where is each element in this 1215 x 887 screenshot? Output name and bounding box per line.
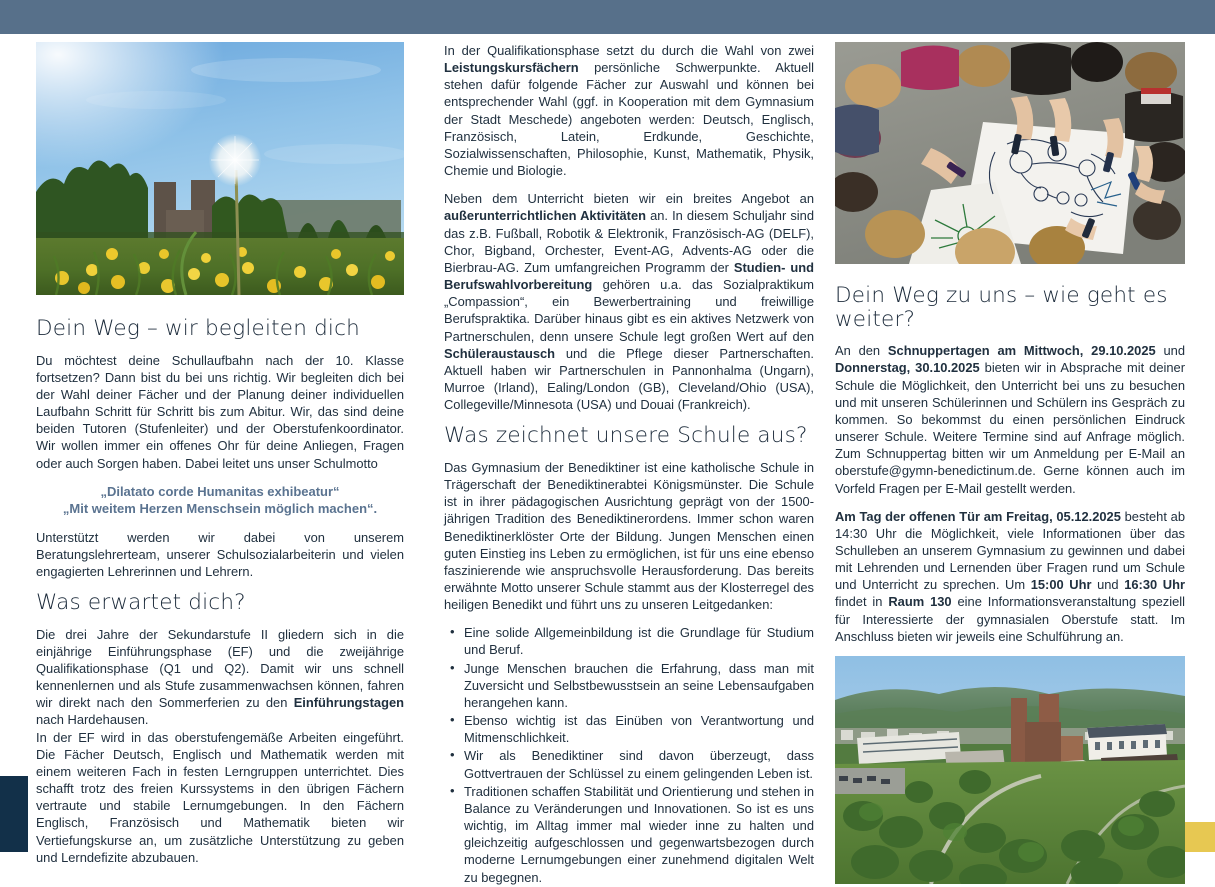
list-item: • Junge Menschen brauchen die Erfahrung, dass man mit Zuversicht und Selbstbewusstsein an seine Lebensaufgaben herangehen kann.	[464, 660, 814, 711]
students-mindmap-photo	[835, 42, 1185, 264]
top-color-band	[0, 0, 1215, 34]
middle-paragraph-3: Das Gymnasium der Benediktiner ist eine katholische Schule in Trägerschaft der Benediktinerabtei Königsmünster. Die Schule ist in ihrer pädagogischen Ausrichtung geprägt von der 1500-jährigen Tradition des Benediktinerordens. Immer schon waren Benediktinerklöster Orte der Bildung. Jungen Menschen einen guten Einstieg ins Leben zu ermöglichen, ist für uns eine ebenso faszinierende wie anspruchsvolle Herausforderung. Das bereits erwähnte Motto unserer Schule stammt aus der Klosterregel des heiligen Benedikt und führt uns zu unseren Leitgedanken:	[444, 459, 814, 613]
right-paragraph-2-b: und	[1091, 577, 1125, 593]
section-title-was-zeichnet-unsere-schule-aus: Was zeichnet unsere Schule aus?	[444, 423, 808, 449]
leitgedanken-list	[444, 624, 814, 885]
right-paragraph-1-bold-1: Schnuppertagen am Mittwoch, 29.10.2025	[887, 343, 1156, 359]
right-paragraph-2-c: findet in	[835, 594, 889, 610]
left-paragraph-3-a: Die drei Jahre der Sekundarstufe II gliedern sich in die einjährige Einführungsphase (EF) und die zweijährige Qualifikationsphase (Q1 und Q2). Damit wir uns schnell kennenlernen und als Stufe zusammenwachsen können, fahren wir direkt nach den Sommerferien zu den	[36, 626, 404, 711]
left-paragraph-2: Unterstützt werden wir dabei von unserem Beratungslehrerteam, unserer Schulsozialarbeiterin und vielen engagierten Lehrerinnen und Lehrern.	[36, 529, 404, 579]
bottom-left-accent-block	[0, 776, 28, 852]
right-paragraph-2-bold-2: 15:00 Uhr	[1030, 577, 1092, 593]
middle-paragraph-1	[444, 42, 814, 179]
list-item: • Wir als Benediktiner sind davon überzeugt, dass Gottvertrauen der Schlüssel zu einem gelingenden Leben ist.	[464, 747, 814, 781]
middle-paragraph-2-bold-1: außerunterrichtlichen Aktivitäten	[444, 208, 647, 224]
right-paragraph-1-a: An den	[835, 343, 888, 359]
middle-paragraph-2-d: und die Pflege dieser Partnerschaften. Aktuell haben wir Partnerschulen in Pannonhalma (Ungarn), Murroe (Irland), Ealing/London (GB), Cleveland/Ohio (USA), Collegeville/Minnesota (USA) und Douai (Frankreich).	[444, 345, 814, 413]
left-paragraph-3	[36, 626, 404, 729]
right-column	[835, 42, 1185, 884]
campus-aerial-photo	[835, 656, 1185, 884]
right-paragraph-1	[835, 342, 1185, 496]
left-paragraph-4: In der EF wird in das oberstufengemäße Arbeiten eingeführt. Die Fächer Deutsch, Englisch und Mathematik werden mit einem weiteren Fach in festen Lerngruppen unterrichtet. Dies schafft trotz des freien Kurssystems in den übrigen Fächern vertraute und stabile Lernumgebungen. In den Fächern Englisch, Französisch und Mathematik bieten wir Vertiefungskurse an, um zusätzliche Unterstützung zu geben und Lerndefizite abzubauen.	[36, 729, 404, 865]
middle-paragraph-2-bold-2: Studien- und Berufswahlvorbereitung	[444, 259, 814, 293]
middle-column	[444, 42, 814, 887]
section-title-dein-weg-zu-uns: Dein Weg zu uns – wie geht es weiter?	[835, 283, 1168, 332]
page-title-left: Dein Weg – wir begleiten dich	[36, 316, 360, 341]
left-column	[36, 42, 404, 877]
middle-paragraph-1-a: In der Qualifikationsphase setzt du durch die Wahl von zwei	[444, 43, 814, 58]
right-paragraph-2	[835, 508, 1185, 645]
motto-german: „Mit weitem Herzen Menschsein möglich machen“.	[62, 501, 378, 517]
right-paragraph-1-b: und	[1155, 343, 1186, 359]
right-paragraph-2-d: eine Informationsveranstaltung speziell für Interessierte der gymnasialen Oberstufe statt. Im Anschluss bieten wir jeweils eine Schulführung an.	[835, 594, 1185, 644]
school-motto	[36, 483, 404, 518]
middle-paragraph-2-a: Neben dem Unterricht bieten wir ein breites Angebot an	[444, 191, 814, 207]
left-paragraph-1: Du möchtest deine Schullaufbahn nach der 10. Klasse fortsetzen? Dann bist du bei uns richtig. Wir begleiten dich bei der Wahl deiner Fächer und der Planung deiner individuellen Laufbahn Schritt für Schritt bis zum Abitur. Wir, das sind deine beiden Tutoren (Stufenleiter) und der Oberstufenkoordinator. Wir wollen immer ein offenes Ohr für deine Anliegen, Fragen oder auch Sorgen haben. Dabei leitet uns unser Schulmotto	[36, 352, 404, 471]
middle-paragraph-2	[444, 190, 814, 413]
middle-paragraph-1-b: persönliche Schwerpunkte. Aktuell stehen dafür folgende Fächer zur Auswahl und können bei entsprechender Wahl (ggf. in Kooperation mit dem Gymnasium der Stadt Meschede) angeboten werden: Deutsch, Englisch, Französisch, Latein, Erdkunde, Geschichte, Sozialwissenschaften, Philosophie, Kunst, Mathematik, Physik, Chemie und Biologie.	[444, 60, 814, 179]
section-title-was-erwartet-dich: Was erwartet dich?	[36, 590, 246, 616]
right-paragraph-2-a: besteht ab 14:30 Uhr die Möglichkeit, viele Informationen über das Schulleben an unserem Gymnasium zu gewinnen und dabei mit Lehrenden und Lernenden über Fragen rund um Schule und Unterricht zu sprechen. Um	[835, 508, 1185, 593]
list-item: • Ebenso wichtig ist das Einüben von Verantwortung und Mitmenschlichkeit.	[464, 712, 814, 746]
middle-paragraph-2-bold-3: Schüleraustausch	[444, 345, 556, 361]
right-paragraph-2-bold-4: Raum 130	[888, 594, 952, 610]
right-paragraph-1-c: bieten wir in Absprache mit deiner Schule die Möglichkeit, den Unterricht bei uns zu besuchen und mit unseren Schülerinnen und Schülern ins Gespräch zu kommen. So bekommst du einen persönlichen Eindruck unserer Schule. Weitere Termine sind auf Anfrage möglich. Zum Schnuppertag bitten wir um Anmeldung per E-Mail an oberstufe@gymn-benedictinum.de. Gerne können auch im Vorfeld Fragen per E-Mail gestellt werden.	[835, 360, 1185, 496]
middle-paragraph-2-c: gehören u.a. das Sozialpraktikum „Compassion“, ein Bewerbertraining und freiwillige Berufspraktika. Darüber hinaus gibt es ein aktives Netzwerk von Partnerschulen, denn unsere Schule legt großen Wert auf den	[444, 277, 814, 344]
middle-paragraph-2-b: an. In diesem Schuljahr sind das z.B. Fußball, Robotik & Elektronik, Französisch-AG (DELF), Chor, Bigband, Orchester, Event-AG, Advents-AG oder die Bierbrau-AG. Zum umfangreichen Programm der	[444, 208, 814, 275]
dandelion-photo	[36, 42, 404, 295]
list-item: • Eine solide Allgemeinbildung ist die Grundlage für Studium und Beruf.	[464, 624, 814, 658]
motto-latin: „Dilatato corde Humanitas exhibeatur“	[100, 483, 340, 499]
right-paragraph-2-bold-1: Am Tag der offenen Tür am Freitag, 05.12.2025	[835, 508, 1121, 524]
left-paragraph-3-b: nach Hardehausen.	[36, 712, 149, 728]
middle-paragraph-1-bold: Leistungskursfächern	[444, 60, 579, 76]
left-paragraph-3-bold: Einführungstagen	[293, 695, 404, 711]
right-paragraph-1-bold-2: Donnerstag, 30.10.2025	[835, 360, 980, 376]
right-paragraph-2-bold-3: 16:30 Uhr	[1124, 577, 1185, 593]
list-item: • Traditionen schaffen Stabilität und Orientierung und stehen in Balance zu Veränderungen und Innovationen. So ist es uns wichtig, im Alltag immer mal wieder inne zu halten und gleichzeitig aufgeschlossen und gegenwartsbezogen durch moderne Lernumgebungen einer zunehmend digitalen Welt zu begegnen.	[464, 783, 814, 886]
